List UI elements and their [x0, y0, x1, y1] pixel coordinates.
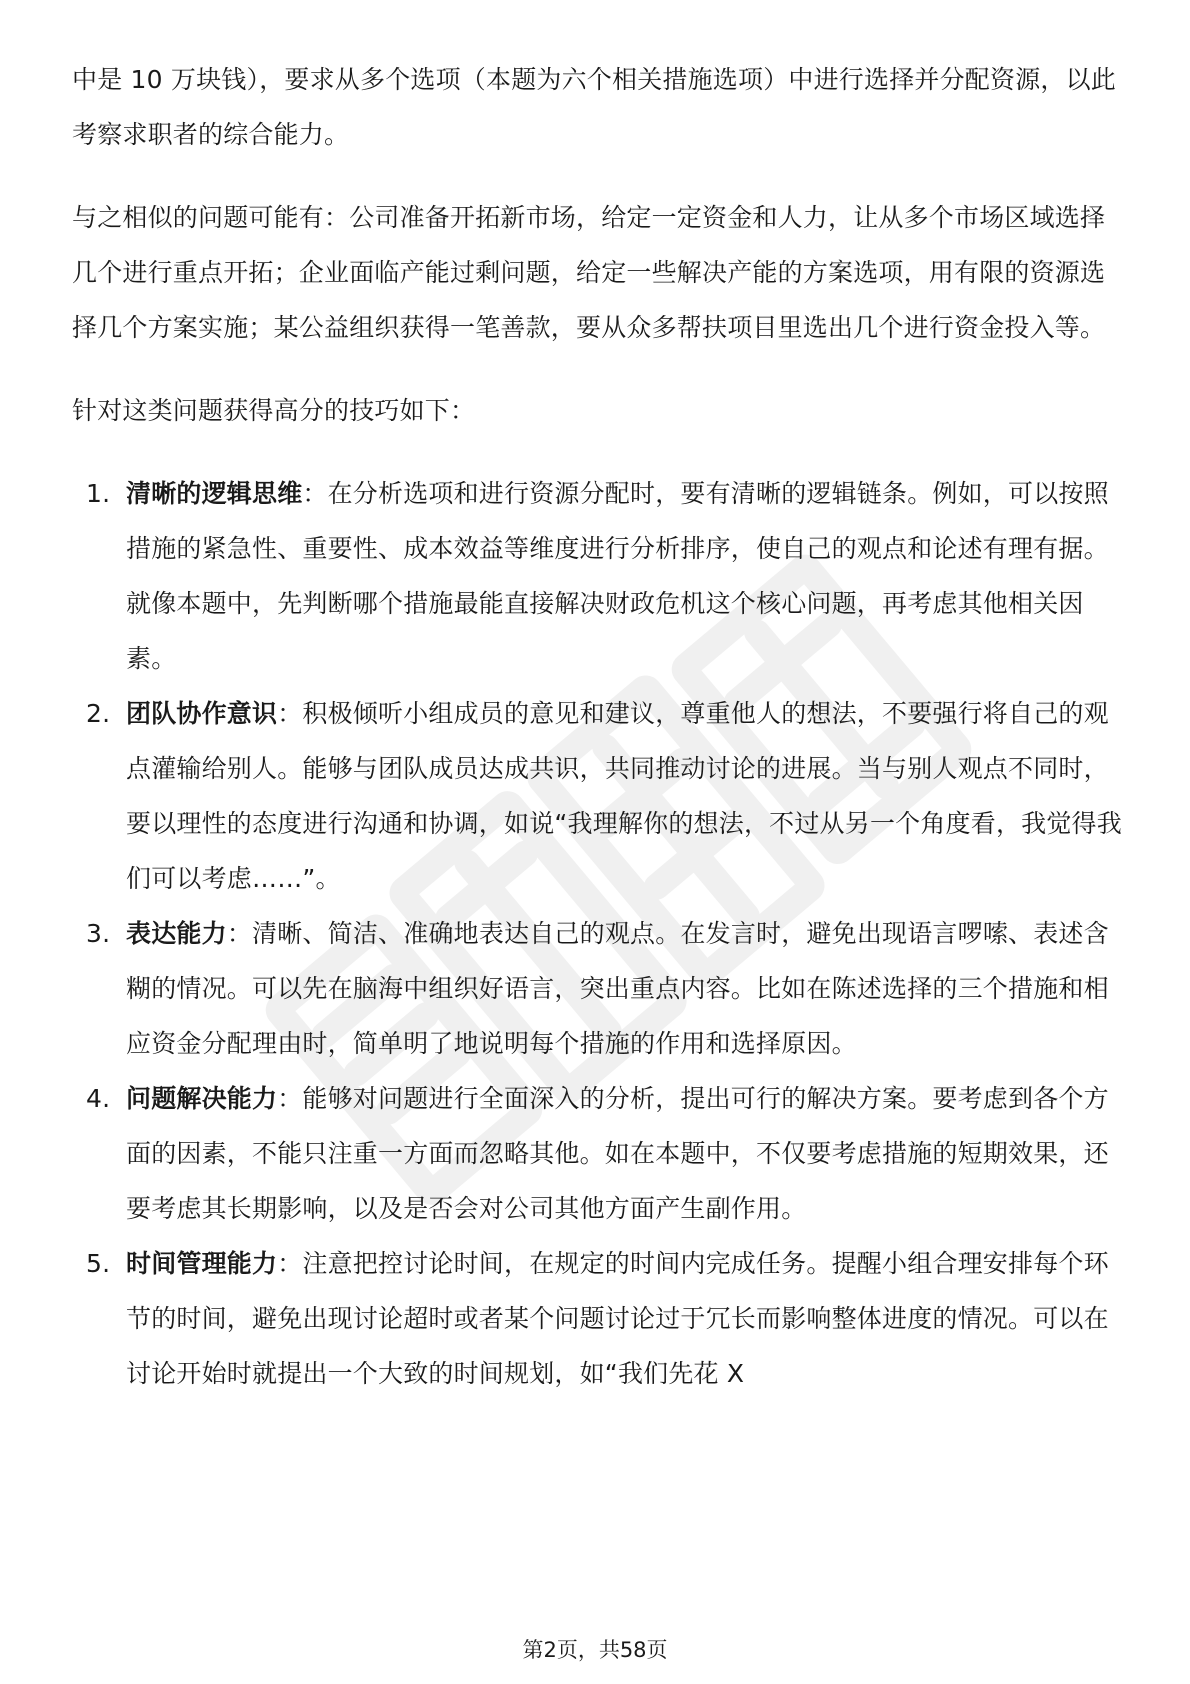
- list-item-text: ：注意把控讨论时间，在规定的时间内完成任务。提醒小组合理安排每个环节的时间，避免出现讨论超时或者某个问题讨论过于冗长而影响整体进度的情况。可以在讨论开始时就提出一个大致的时间规划，如“我们先花 X: [126, 1249, 1109, 1388]
- list-item-number: 1.: [86, 479, 111, 508]
- list-item-text: ：在分析选项和进行资源分配时，要有清晰的逻辑链条。例如，可以按照措施的紧急性、重要性、成本效益等维度进行分析排序，使自己的观点和论述有理有据。就像本题中，先判断哪个措施最能直接解决财政危机这个核心问题，再考虑其他相关因素。: [126, 479, 1109, 673]
- list-item-text: ：能够对问题进行全面深入的分析，提出可行的解决方案。要考虑到各个方面的因素，不能只注重一方面而忽略其他。如在本题中，不仅要考虑措施的短期效果，还要考虑其长期影响，以及是否会对公司其他方面产生副作用。: [126, 1084, 1109, 1223]
- list-item: [72, 686, 1122, 906]
- list-item-number: 4.: [86, 1084, 111, 1113]
- document-body: [72, 52, 1122, 1401]
- list-item-title: 团队协作意识: [126, 699, 278, 728]
- list-item-title: 时间管理能力: [126, 1249, 278, 1278]
- list-item: [72, 1071, 1122, 1236]
- list-item-number: 2.: [86, 699, 111, 728]
- page-number-footer: 第2页，共58页: [522, 1638, 668, 1662]
- tips-list: [72, 466, 1122, 1401]
- list-item-title: 清晰的逻辑思维: [126, 479, 303, 508]
- list-item: [72, 466, 1122, 686]
- list-item-number: 3.: [86, 919, 111, 948]
- list-item-number: 5.: [86, 1249, 111, 1278]
- paragraph-similar-questions: 与之相似的问题可能有：公司准备开拓新市场，给定一定资金和人力，让从多个市场区域选择几个进行重点开拓；企业面临产能过剩问题，给定一些解决产能的方案选项，用有限的资源选择几个方案实施；某公益组织获得一笔善款，要从众多帮扶项目里选出几个进行资金投入等。: [72, 203, 1106, 342]
- list-item-title: 问题解决能力: [126, 1084, 278, 1113]
- list-item-title: 表达能力: [126, 919, 227, 948]
- paragraph-tips-heading: 针对这类问题获得高分的技巧如下：: [72, 396, 476, 425]
- list-item: [72, 906, 1122, 1071]
- list-item-text: ：清晰、简洁、准确地表达自己的观点。在发言时，避免出现语言啰嗦、表述含糊的情况。可以先在脑海中组织好语言，突出重点内容。比如在陈述选择的三个措施和相应资金分配理由时，简单明了地说明每个措施的作用和选择原因。: [126, 919, 1109, 1058]
- list-item: [72, 1236, 1122, 1401]
- paragraph-intro: 中是 10 万块钱），要求从多个选项（本题为六个相关措施选项）中进行选择并分配资源，以此考察求职者的综合能力。: [72, 65, 1117, 149]
- list-item-text: ：积极倾听小组成员的意见和建议，尊重他人的想法，不要强行将自己的观点灌输给别人。能够与团队成员达成共识，共同推动讨论的进展。当与别人观点不同时，要以理性的态度进行沟通和协调，如说“我理解你的想法，不过从另一个角度看，我觉得我们可以考虑……”。: [126, 699, 1122, 893]
